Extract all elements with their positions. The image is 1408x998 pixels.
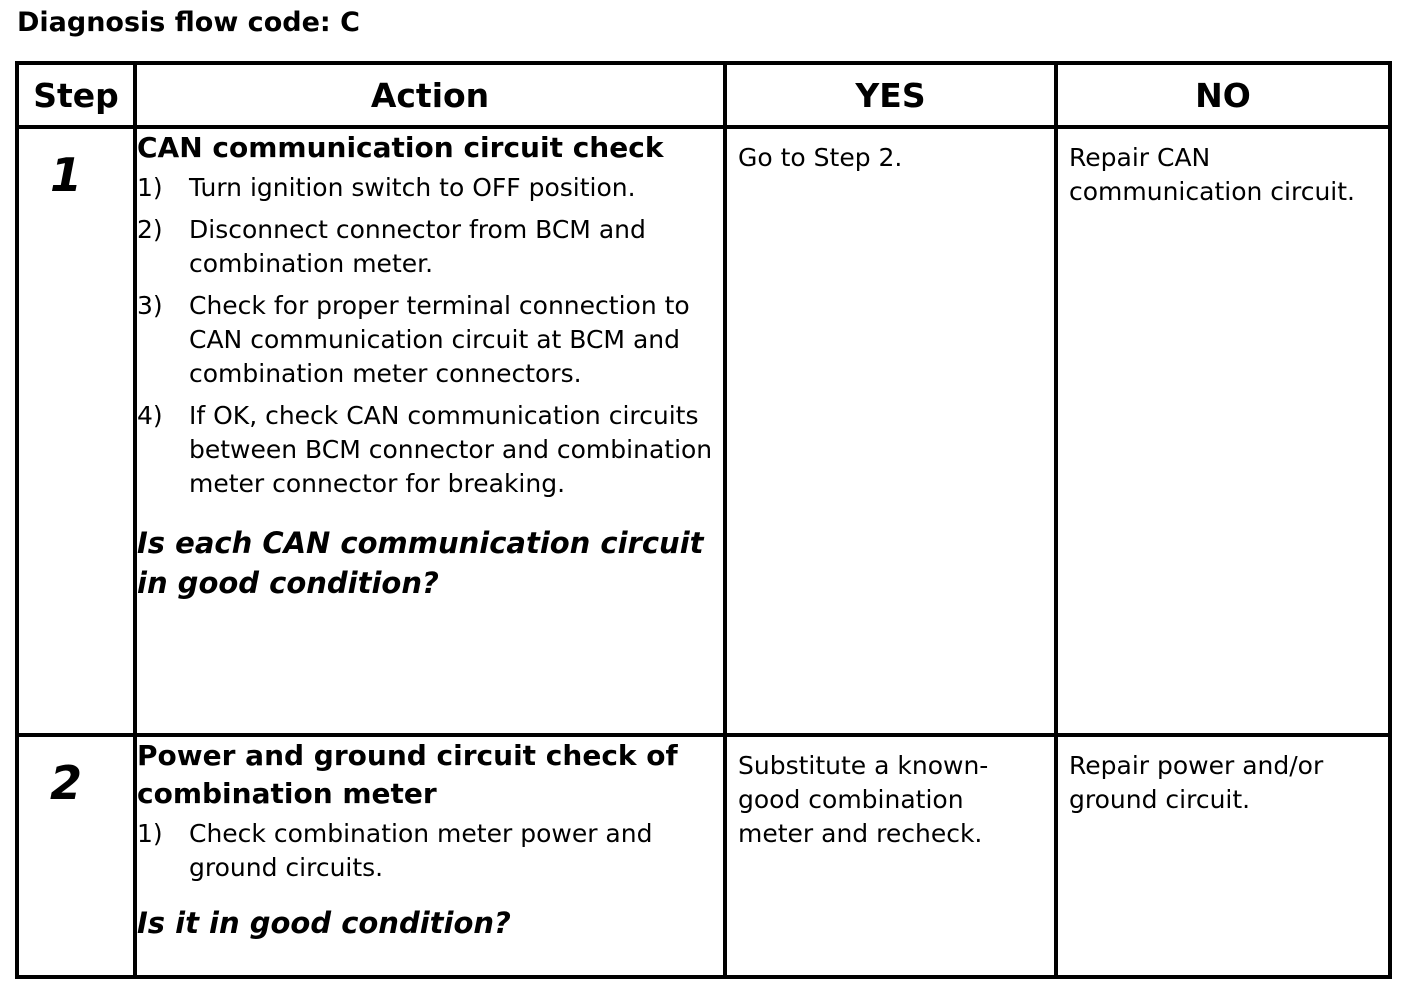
table-row xyxy=(17,127,1390,735)
list-item-number: 3) xyxy=(137,291,163,320)
list-item-text: Check combination meter power and ground circuits. xyxy=(189,819,653,882)
yes-cell xyxy=(725,127,1056,735)
header-no: NO xyxy=(1056,63,1390,127)
list-item xyxy=(137,171,723,205)
table-row xyxy=(17,735,1390,977)
step-number: 2 xyxy=(49,756,82,810)
yes-text: Go to Step 2. xyxy=(738,143,903,172)
list-item-number: 2) xyxy=(137,215,163,244)
list-item-text: Turn ignition switch to OFF position. xyxy=(189,173,636,202)
list-item-number: 1) xyxy=(137,819,163,848)
yes-cell xyxy=(725,735,1056,977)
step-cell xyxy=(17,127,135,735)
table-header-row xyxy=(17,63,1390,127)
no-text: Repair CAN communication circuit. xyxy=(1069,143,1355,206)
action-heading: Power and ground circuit check of combination meter xyxy=(137,739,678,810)
no-cell xyxy=(1056,735,1390,977)
yes-text: Substitute a known-good combination meter and recheck. xyxy=(738,751,989,848)
no-text: Repair power and/or ground circuit. xyxy=(1069,751,1324,814)
header-action: Action xyxy=(135,63,725,127)
list-item-number: 4) xyxy=(137,401,163,430)
list-item xyxy=(137,213,723,281)
list-item-text: If OK, check CAN communication circuits between BCM connector and combination meter connector for breaking. xyxy=(189,401,713,498)
action-question: Is it in good condition? xyxy=(137,906,511,940)
step-number: 1 xyxy=(49,148,82,202)
list-item xyxy=(137,817,723,885)
header-yes: YES xyxy=(725,63,1056,127)
diagnosis-flow-table xyxy=(15,61,1392,979)
document-title: Diagnosis flow code: C xyxy=(17,7,360,38)
list-item xyxy=(137,289,723,391)
action-cell xyxy=(135,127,725,735)
action-heading: CAN communication circuit check xyxy=(137,131,664,164)
action-question: Is each CAN communication circuit in good condition? xyxy=(137,526,704,600)
no-cell xyxy=(1056,127,1390,735)
step-cell xyxy=(17,735,135,977)
action-steps-list xyxy=(137,171,723,501)
list-item-text: Check for proper terminal connection to CAN communication circuit at BCM and combination meter connectors. xyxy=(189,291,690,388)
list-item-text: Disconnect connector from BCM and combination meter. xyxy=(189,215,646,278)
action-steps-list xyxy=(137,817,723,885)
list-item xyxy=(137,399,723,501)
header-step: Step xyxy=(17,63,135,127)
list-item-number: 1) xyxy=(137,173,163,202)
action-cell xyxy=(135,735,725,977)
